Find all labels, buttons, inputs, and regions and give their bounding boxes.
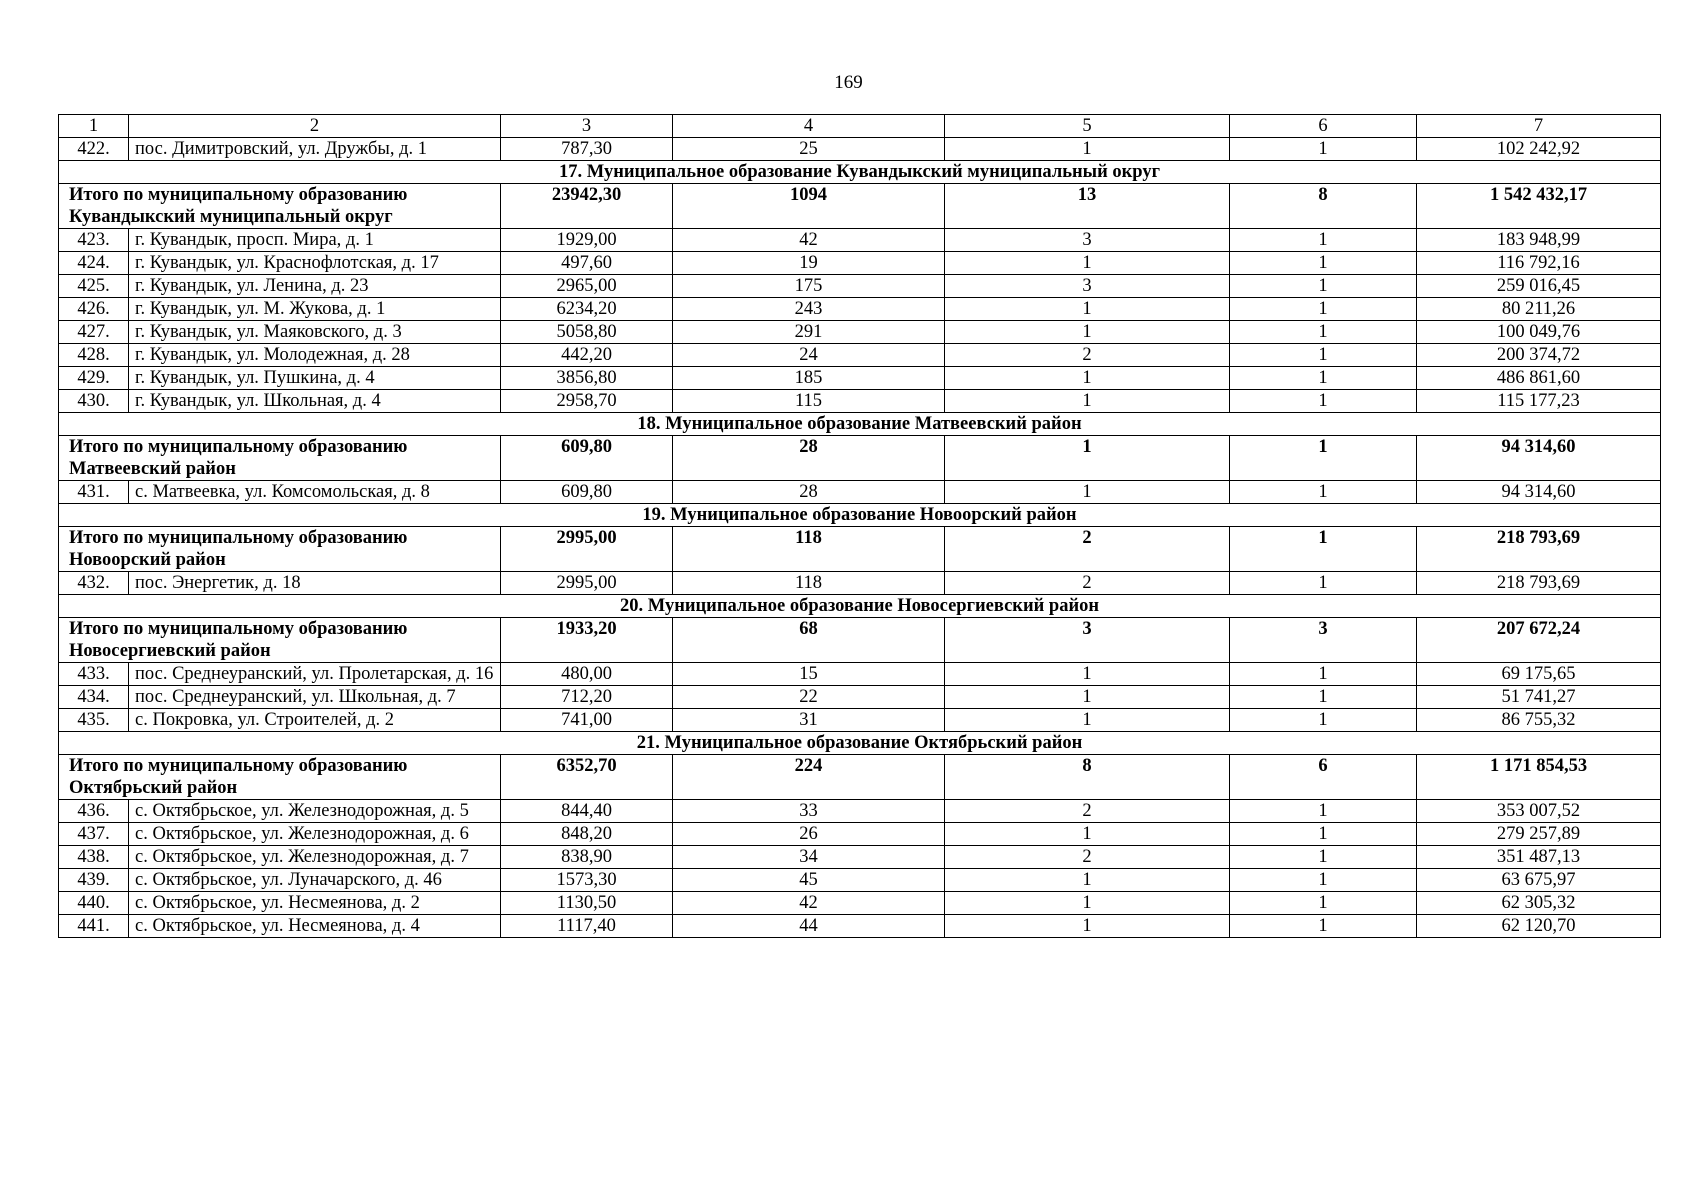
- row-address: пос. Среднеуранский, ул. Пролетарская, д. 16: [129, 663, 501, 686]
- row-col-6: 1: [1230, 321, 1417, 344]
- row-col-5: 2: [945, 572, 1230, 595]
- row-area: 5058,80: [501, 321, 673, 344]
- row-col-5: 2: [945, 800, 1230, 823]
- row-amount: 80 211,26: [1417, 298, 1661, 321]
- total-label: Итого по муниципальному образованию Октябрьский район: [59, 755, 501, 800]
- row-area: 2995,00: [501, 572, 673, 595]
- total-col-4: 224: [673, 755, 945, 800]
- row-amount: 115 177,23: [1417, 390, 1661, 413]
- row-amount: 62 305,32: [1417, 892, 1661, 915]
- table-row: [59, 800, 1661, 823]
- row-address: с. Матвеевка, ул. Комсомольская, д. 8: [129, 481, 501, 504]
- total-col-6: 3: [1230, 618, 1417, 663]
- row-col-6: 1: [1230, 275, 1417, 298]
- row-col-5: 1: [945, 367, 1230, 390]
- total-row: [59, 184, 1661, 229]
- row-address: с. Октябрьское, ул. Железнодорожная, д. 5: [129, 800, 501, 823]
- row-col-6: 1: [1230, 344, 1417, 367]
- row-col-4: 118: [673, 572, 945, 595]
- row-amount: 183 948,99: [1417, 229, 1661, 252]
- total-col-4: 68: [673, 618, 945, 663]
- table-row: [59, 663, 1661, 686]
- row-amount: 200 374,72: [1417, 344, 1661, 367]
- row-address: с. Октябрьское, ул. Несмеянова, д. 2: [129, 892, 501, 915]
- table-row: [59, 572, 1661, 595]
- row-col-6: 1: [1230, 367, 1417, 390]
- table-row: [59, 390, 1661, 413]
- row-number: 431.: [59, 481, 129, 504]
- row-col-5: 1: [945, 869, 1230, 892]
- row-address: г. Кувандык, ул. Пушкина, д. 4: [129, 367, 501, 390]
- row-area: 497,60: [501, 252, 673, 275]
- row-col-5: 3: [945, 229, 1230, 252]
- column-header: 2: [129, 115, 501, 138]
- row-col-4: 34: [673, 846, 945, 869]
- table-row: [59, 252, 1661, 275]
- column-header: 4: [673, 115, 945, 138]
- row-col-6: 1: [1230, 892, 1417, 915]
- section-heading-row: [59, 504, 1661, 527]
- row-col-4: 15: [673, 663, 945, 686]
- total-amount: 1 171 854,53: [1417, 755, 1661, 800]
- row-area: 712,20: [501, 686, 673, 709]
- row-number: 429.: [59, 367, 129, 390]
- row-address: г. Кувандык, ул. Маяковского, д. 3: [129, 321, 501, 344]
- table-row: [59, 321, 1661, 344]
- section-title: 20. Муниципальное образование Новосергиевский район: [59, 595, 1661, 618]
- row-col-6: 1: [1230, 686, 1417, 709]
- table-row: [59, 275, 1661, 298]
- total-area: 23942,30: [501, 184, 673, 229]
- row-col-6: 1: [1230, 915, 1417, 938]
- row-col-4: 115: [673, 390, 945, 413]
- table-row: [59, 846, 1661, 869]
- row-col-4: 33: [673, 800, 945, 823]
- table-row: [59, 892, 1661, 915]
- row-col-4: 42: [673, 892, 945, 915]
- row-address: с. Октябрьское, ул. Несмеянова, д. 4: [129, 915, 501, 938]
- row-area: 848,20: [501, 823, 673, 846]
- column-header: 6: [1230, 115, 1417, 138]
- row-col-5: 1: [945, 823, 1230, 846]
- table-row: [59, 298, 1661, 321]
- table-row: [59, 344, 1661, 367]
- row-area: 1929,00: [501, 229, 673, 252]
- table-row: [59, 481, 1661, 504]
- row-amount: 69 175,65: [1417, 663, 1661, 686]
- row-col-6: 1: [1230, 800, 1417, 823]
- row-col-6: 1: [1230, 298, 1417, 321]
- row-address: г. Кувандык, ул. Ленина, д. 23: [129, 275, 501, 298]
- row-address: с. Покровка, ул. Строителей, д. 2: [129, 709, 501, 732]
- row-col-4: 31: [673, 709, 945, 732]
- row-address: г. Кувандык, ул. Школьная, д. 4: [129, 390, 501, 413]
- row-area: 2958,70: [501, 390, 673, 413]
- row-area: 2965,00: [501, 275, 673, 298]
- total-amount: 218 793,69: [1417, 527, 1661, 572]
- row-number: 428.: [59, 344, 129, 367]
- row-area: 6234,20: [501, 298, 673, 321]
- row-area: 609,80: [501, 481, 673, 504]
- row-address: с. Октябрьское, ул. Железнодорожная, д. 7: [129, 846, 501, 869]
- section-heading-row: [59, 595, 1661, 618]
- table-row: [59, 367, 1661, 390]
- total-label: Итого по муниципальному образованию Новосергиевский район: [59, 618, 501, 663]
- total-col-5: 1: [945, 436, 1230, 481]
- row-col-6: 1: [1230, 572, 1417, 595]
- row-number: 424.: [59, 252, 129, 275]
- section-heading-row: [59, 732, 1661, 755]
- row-area: 442,20: [501, 344, 673, 367]
- row-amount: 63 675,97: [1417, 869, 1661, 892]
- total-row: [59, 755, 1661, 800]
- row-col-4: 291: [673, 321, 945, 344]
- row-amount: 102 242,92: [1417, 138, 1661, 161]
- table-body: [59, 115, 1661, 938]
- row-number: 437.: [59, 823, 129, 846]
- row-amount: 116 792,16: [1417, 252, 1661, 275]
- row-number: 441.: [59, 915, 129, 938]
- section-title: 17. Муниципальное образование Кувандыкский муниципальный округ: [59, 161, 1661, 184]
- row-col-6: 1: [1230, 390, 1417, 413]
- row-col-4: 19: [673, 252, 945, 275]
- total-row: [59, 618, 1661, 663]
- table-row: [59, 869, 1661, 892]
- row-amount: 62 120,70: [1417, 915, 1661, 938]
- row-col-6: 1: [1230, 481, 1417, 504]
- total-row: [59, 436, 1661, 481]
- row-col-4: 42: [673, 229, 945, 252]
- table-row: [59, 686, 1661, 709]
- row-address: с. Октябрьское, ул. Луначарского, д. 46: [129, 869, 501, 892]
- table-row: [59, 915, 1661, 938]
- column-number-row: [59, 115, 1661, 138]
- row-col-6: 1: [1230, 846, 1417, 869]
- row-area: 741,00: [501, 709, 673, 732]
- row-number: 435.: [59, 709, 129, 732]
- table-row: [59, 709, 1661, 732]
- row-col-4: 22: [673, 686, 945, 709]
- row-amount: 51 741,27: [1417, 686, 1661, 709]
- table-row: [59, 229, 1661, 252]
- row-col-6: 1: [1230, 252, 1417, 275]
- row-area: 787,30: [501, 138, 673, 161]
- total-col-6: 8: [1230, 184, 1417, 229]
- row-address: г. Кувандык, ул. Краснофлотская, д. 17: [129, 252, 501, 275]
- row-address: с. Октябрьское, ул. Железнодорожная, д. 6: [129, 823, 501, 846]
- row-col-5: 2: [945, 846, 1230, 869]
- row-area: 838,90: [501, 846, 673, 869]
- row-area: 3856,80: [501, 367, 673, 390]
- section-title: 18. Муниципальное образование Матвеевский район: [59, 413, 1661, 436]
- row-col-5: 1: [945, 892, 1230, 915]
- row-col-6: 1: [1230, 663, 1417, 686]
- row-col-6: 1: [1230, 823, 1417, 846]
- row-address: пос. Димитровский, ул. Дружбы, д. 1: [129, 138, 501, 161]
- section-title: 21. Муниципальное образование Октябрьский район: [59, 732, 1661, 755]
- row-col-4: 26: [673, 823, 945, 846]
- row-col-4: 44: [673, 915, 945, 938]
- row-col-4: 28: [673, 481, 945, 504]
- row-number: 438.: [59, 846, 129, 869]
- row-col-5: 1: [945, 709, 1230, 732]
- row-amount: 94 314,60: [1417, 481, 1661, 504]
- row-amount: 100 049,76: [1417, 321, 1661, 344]
- table-row: [59, 823, 1661, 846]
- row-number: 432.: [59, 572, 129, 595]
- row-address: г. Кувандык, просп. Мира, д. 1: [129, 229, 501, 252]
- total-area: 6352,70: [501, 755, 673, 800]
- row-col-5: 1: [945, 663, 1230, 686]
- total-amount: 94 314,60: [1417, 436, 1661, 481]
- row-col-5: 1: [945, 321, 1230, 344]
- row-amount: 353 007,52: [1417, 800, 1661, 823]
- row-number: 440.: [59, 892, 129, 915]
- row-number: 434.: [59, 686, 129, 709]
- row-address: пос. Среднеуранский, ул. Школьная, д. 7: [129, 686, 501, 709]
- row-col-6: 1: [1230, 869, 1417, 892]
- row-area: 1573,30: [501, 869, 673, 892]
- row-number: 430.: [59, 390, 129, 413]
- row-col-4: 175: [673, 275, 945, 298]
- row-col-6: 1: [1230, 709, 1417, 732]
- total-area: 2995,00: [501, 527, 673, 572]
- row-number: 423.: [59, 229, 129, 252]
- total-col-5: 2: [945, 527, 1230, 572]
- column-header: 1: [59, 115, 129, 138]
- row-col-5: 1: [945, 252, 1230, 275]
- row-number: 425.: [59, 275, 129, 298]
- row-number: 427.: [59, 321, 129, 344]
- row-col-5: 1: [945, 915, 1230, 938]
- total-col-5: 3: [945, 618, 1230, 663]
- row-amount: 86 755,32: [1417, 709, 1661, 732]
- row-col-4: 243: [673, 298, 945, 321]
- total-row: [59, 527, 1661, 572]
- row-number: 422.: [59, 138, 129, 161]
- row-area: 1130,50: [501, 892, 673, 915]
- row-amount: 279 257,89: [1417, 823, 1661, 846]
- row-col-5: 2: [945, 344, 1230, 367]
- row-number: 433.: [59, 663, 129, 686]
- section-heading-row: [59, 413, 1661, 436]
- row-area: 844,40: [501, 800, 673, 823]
- table-row: [59, 138, 1661, 161]
- section-heading-row: [59, 161, 1661, 184]
- row-col-5: 1: [945, 481, 1230, 504]
- row-col-5: 1: [945, 138, 1230, 161]
- row-amount: 259 016,45: [1417, 275, 1661, 298]
- row-number: 426.: [59, 298, 129, 321]
- total-amount: 207 672,24: [1417, 618, 1661, 663]
- data-table: [58, 114, 1661, 938]
- total-col-4: 28: [673, 436, 945, 481]
- total-label: Итого по муниципальному образованию Новоорский район: [59, 527, 501, 572]
- row-col-6: 1: [1230, 138, 1417, 161]
- row-col-4: 185: [673, 367, 945, 390]
- column-header: 7: [1417, 115, 1661, 138]
- total-col-5: 13: [945, 184, 1230, 229]
- row-col-5: 1: [945, 298, 1230, 321]
- total-col-6: 6: [1230, 755, 1417, 800]
- row-number: 436.: [59, 800, 129, 823]
- row-amount: 218 793,69: [1417, 572, 1661, 595]
- row-amount: 486 861,60: [1417, 367, 1661, 390]
- total-amount: 1 542 432,17: [1417, 184, 1661, 229]
- row-number: 439.: [59, 869, 129, 892]
- total-col-6: 1: [1230, 527, 1417, 572]
- row-col-5: 3: [945, 275, 1230, 298]
- row-address: г. Кувандык, ул. Молодежная, д. 28: [129, 344, 501, 367]
- row-col-5: 1: [945, 686, 1230, 709]
- total-col-6: 1: [1230, 436, 1417, 481]
- column-header: 5: [945, 115, 1230, 138]
- total-col-4: 118: [673, 527, 945, 572]
- row-address: пос. Энергетик, д. 18: [129, 572, 501, 595]
- row-area: 1117,40: [501, 915, 673, 938]
- page-number: 169: [834, 72, 863, 93]
- total-area: 609,80: [501, 436, 673, 481]
- row-amount: 351 487,13: [1417, 846, 1661, 869]
- total-col-4: 1094: [673, 184, 945, 229]
- row-col-4: 25: [673, 138, 945, 161]
- row-col-4: 45: [673, 869, 945, 892]
- total-label: Итого по муниципальному образованию Матвеевский район: [59, 436, 501, 481]
- total-label: Итого по муниципальному образованию Кувандыкский муниципальный округ: [59, 184, 501, 229]
- row-col-5: 1: [945, 390, 1230, 413]
- section-title: 19. Муниципальное образование Новоорский район: [59, 504, 1661, 527]
- row-col-4: 24: [673, 344, 945, 367]
- total-col-5: 8: [945, 755, 1230, 800]
- row-col-6: 1: [1230, 229, 1417, 252]
- total-area: 1933,20: [501, 618, 673, 663]
- row-area: 480,00: [501, 663, 673, 686]
- row-address: г. Кувандык, ул. М. Жукова, д. 1: [129, 298, 501, 321]
- column-header: 3: [501, 115, 673, 138]
